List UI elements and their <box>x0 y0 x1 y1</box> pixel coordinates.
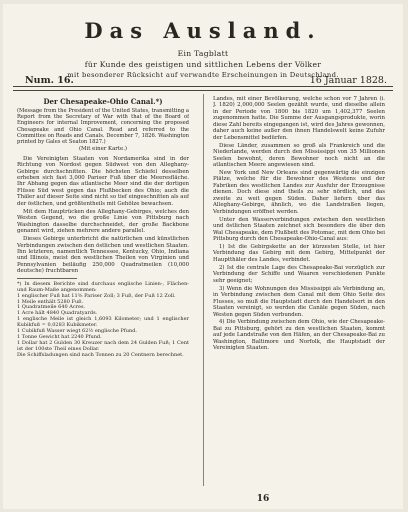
footnote-line: Die Schiffsladungen sind nach Tonnen zu 20 Centnern berechnet. <box>17 351 184 358</box>
footnote-line: 1 Dollar hat 2 Gulden 30 Kreuzer nach dem 24 Gulden Fuß; 1 Cent ist der 100ste Theil eines Dollar. <box>17 339 189 352</box>
footnote-line: *) In diesem Berichte sind durchaus englische Linien-, Flächen- und Raum-Maße angenommen: <box>17 280 189 293</box>
issue-line <box>25 75 387 89</box>
article-source-note: (Message from the President of the United States, transmitting a Report from the Secretary of War with that of the Board of Engineers for internal Improvement, concerning the proposed Chesapeake and Ohio Canal. Read and referred to the Committee on Roads and Canals. December 7, 1826. Washington printed by Gales et Seaton 1827.) <box>17 108 189 146</box>
page-number: 16 <box>256 494 270 504</box>
paragraph: Dieses Gebirge unterbricht die natürlichen und künstlichen Verbindungen zwischen den östlichen und westlichen Staaten. Ihn letzteren, namentlich Tennessee, Kentucky, Ohio, Indiana und Illinois, meist den westlichen Theilen von Virginien und Pennsylvanien beiläufig 250,000 Quadratmeilen (10,000 deutsche) fruchtbaren <box>17 236 189 275</box>
paragraph: Diese Länder, zusammen so groß als Frankreich und die Niederlande, werden durch den Mississippi von 35 Millionen Seelen bewohnt, deren Bewohner noch nicht an die atlantischen Meere angewiesen sind. <box>213 142 385 169</box>
footnote-line: 1 Meile enthält 5280 Fuß. <box>17 298 84 305</box>
paragraph: 4) Die Verbindung zwischen dem Ohio, wie der Chesapeake-Bai zu Pittsburg, gehört zu den westlichen Staaten, kommt auf jede Landstraße von den Häfen, an der Chesapeake-Bai zu Washington, Baltimore und Norfolk, die Hauptstadt der Vereinigten Staaten. <box>213 319 385 352</box>
subtitle-line: für Kunde des geistigen und sittlichen Lebens der Völker <box>84 59 322 69</box>
paragraph: 3) Wenn die Wohnungen des Mississippi als Verbindung an, in Verbindung zwischen dem Canal mit dem Ohio Seite des Flusses, so muß die Hauptstadt durch den Handelsort in den Staaten vereinigt, so werden die Canäle gegen Süden, nach Westen gegen Süden verbunden. <box>213 285 385 318</box>
map-note: (Mit einer Karte.) <box>78 146 128 153</box>
footnote-line: 1 englische Meile ist gleich 1,6093 Kilometer; und 1 englischer Kubikfuß = 0,0283 Kubikmeter. <box>17 316 189 329</box>
column-divider <box>203 94 204 486</box>
paragraph: Unter den Wasserverbindungen zwischen den westlichen und östlichen Staaten zeichnet sich besonders die über den Wal Chesapeake, dem Flußbett des Potomac, mit dem Ohio bei Pittsburg durch den Chesapeake-Ohio-Canal aus: <box>213 216 385 243</box>
masthead-title: Das Ausland. <box>84 18 322 43</box>
footnote-line: 1 Quadratmeile 640 Acres. <box>17 304 86 311</box>
header-rule-bottom <box>13 90 393 91</box>
subtitle-line: Ein Tagblatt <box>177 49 229 58</box>
paragraph: New York und New Orleans sind gegenwärtig die einzigen Plätze, welche für die Bewohner des Westens und der Fabriken des westlichen Landes zur Ausfuhr der Erzeugnisse dienen. Doch diese sind theils zu sehr nördlich, und das zweite zu weit gegen Süden. Daher liefern über das Alleghany-Gebirge, ähnlich, wo die Landstraßen liegen, Verbindungen eröffnet werden. <box>213 169 385 215</box>
paragraph: 1) Ist die Gebirgskette an der kürzesten Stelle, ist hier Verbindung das Gebirg mit dem Gebirg, Mittelpunkt der Hauptthäler des Landes, verbindet. <box>213 243 385 263</box>
paragraph: Die Vereinigten Staaten von Nordamerika sind in der Richtung von Nordost gegen Südwest von den Alleghany-Gebirge durchschnitten. Die höchsten Schiefel desselben erheben sich fast 3,000 Pariser Fuß über die Meeresfläche. Ihr Abhang gegen das atlantische Meer sind die der dortigen Flüsse Süd west gegen das Flußbecken des Ohio; auch die Thäler auf dieser Seite sind nicht so tief eingeschnitten als auf der östlichen, und größtentheils mit Gehölze bewachsen. <box>17 155 189 207</box>
paragraph: Mit dem Hauptrücken des Alleghany-Gebirges, welches den Westen Gegend, wo die große Linie von Pittsburg nach Washington dasselbe durchschneidet, der große Backbone genannt wird, ziehen mehrere andere parallel. <box>17 208 189 235</box>
footnote-line: 1 Cubikfuß Wasser wiegt 62½ englische Pfund. <box>17 328 137 335</box>
left-column <box>17 96 189 492</box>
issue-number: Num. 16. <box>25 75 74 86</box>
footnote-line: 1 Acre hält 4840 Quadratyards. <box>17 310 98 317</box>
footnotes <box>17 282 189 359</box>
subtitle-line: mit besonderer Rücksicht auf verwandte Erscheinungen in Deutschland. <box>67 71 339 79</box>
paragraph: Landes, mit einer Bevölkerung, welche schon vor 7 Jahren (i. J. 1820) 2,000,000 Seelen gezählt wurde, und dieselbe allein in der Periode von 1800 bis 1820 um 1,402,377 Seelen zugenommen hatte. Die Summe der Ausgangsprodukte, worin diese Zahl bereits eingegangen ist, wird des Jahres gewonnen, daher auch keine außer den ihnen Handelswelt keine Zufuhr der Lebensmittel bedürfen. <box>213 96 385 141</box>
footnote-line: 1 Tonne Gewicht hat 2240 Pfund. <box>17 333 102 340</box>
article-title: Der Chesapeake-Ohio Canal.*) <box>43 97 163 106</box>
issue-date: 16 Januar 1828. <box>309 75 387 86</box>
right-column <box>213 96 385 492</box>
footnote-line: 1 englischer Fuß hat 11⅜ Pariser Zoll; 3 Fuß, der Fuß 12 Zoll. <box>17 292 176 299</box>
newspaper-page <box>3 4 403 509</box>
footnote-rule <box>17 278 77 279</box>
paragraph: 2) Ist die centrale Lage des Chesapeake-Bai vorzüglich zur Verbindung der Schiffe und Waaren verschiedenen Punkte sehr geeignet; <box>213 264 385 284</box>
